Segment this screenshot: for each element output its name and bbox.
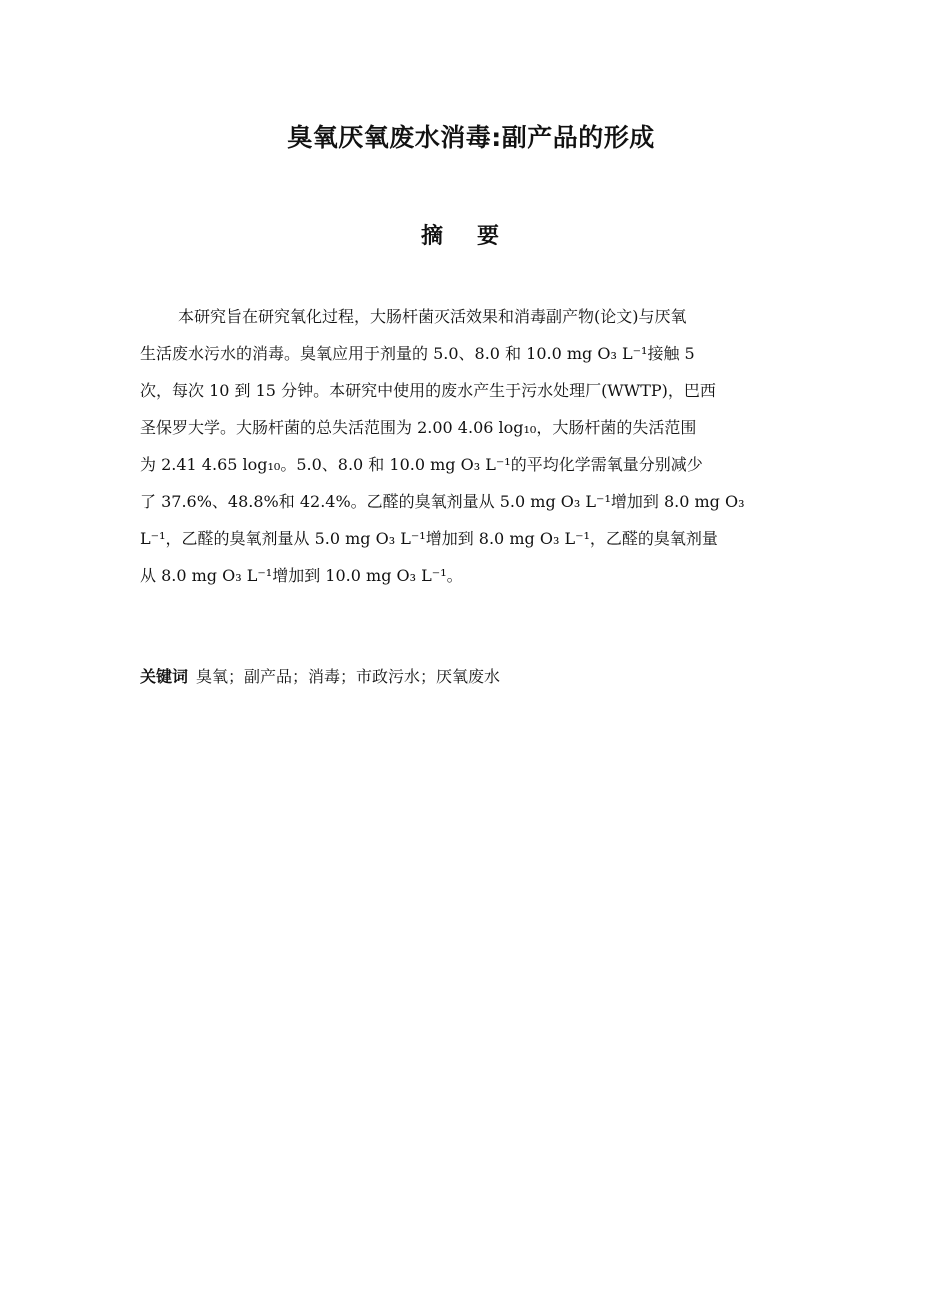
abstract-heading: 摘 要 xyxy=(420,224,505,249)
abstract-line: 本研究旨在研究氧化过程，大肠杆菌灭活效果和消毒副产物(论文)与厌氧 xyxy=(178,307,687,326)
abstract-line: 次，每次 10 到 15 分钟。本研究中使用的废水产生于污水处理厂(WWTP)，巴西 xyxy=(140,381,716,400)
abstract-line: 生活废水污水的消毒。臭氧应用于剂量的 5.0、8.0 和 10.0 mg O₃ L⁻¹接触 5 xyxy=(140,344,695,363)
abstract-line: L⁻¹，乙醛的臭氧剂量从 5.0 mg O₃ L⁻¹增加到 8.0 mg O₃ L⁻¹，乙醛的臭氧剂量 xyxy=(140,529,718,548)
keywords-label: 关键词 xyxy=(140,667,189,686)
abstract-body xyxy=(140,298,788,594)
abstract-line: 从 8.0 mg O₃ L⁻¹增加到 10.0 mg O₃ L⁻¹。 xyxy=(140,566,463,585)
document-title: 臭氧厌氧废水消毒:副产品的形成 xyxy=(287,123,655,152)
abstract-line: 圣保罗大学。大肠杆菌的总失活范围为 2.00 4.06 log₁₀，大肠杆菌的失活范围 xyxy=(140,418,697,437)
abstract-line: 为 2.41 4.65 log₁₀。5.0、8.0 和 10.0 mg O₃ L⁻¹的平均化学需氧量分别减少 xyxy=(140,455,703,474)
keywords-section xyxy=(140,664,500,690)
abstract-line: 了 37.6%、48.8%和 42.4%。乙醛的臭氧剂量从 5.0 mg O₃ L⁻¹增加到 8.0 mg O₃ xyxy=(140,492,745,511)
keywords-list: 臭氧；副产品；消毒；市政污水；厌氧废水 xyxy=(196,667,501,686)
